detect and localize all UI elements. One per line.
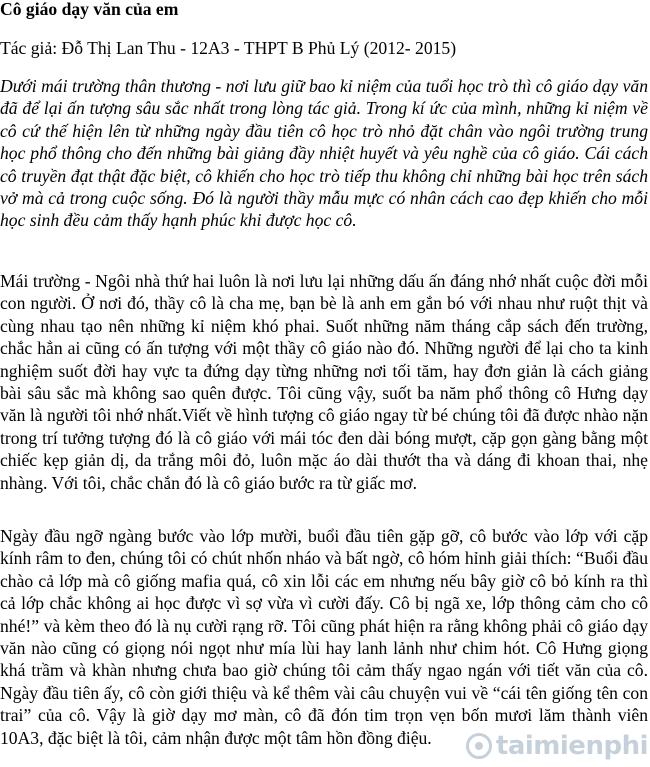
- body-paragraph-2: Ngày đầu ngỡ ngàng bước vào lớp mười, buổi đầu tiên gặp gỡ, cô bước vào lớp với cặp kính râm to đen, chúng tôi có chút nhốn nháo và bất ngờ, cô hóm hỉnh giải thích: “Buổi đầu chào cả lớp mà cô giống mafia quá, cô xin lỗi các em nhưng nếu bây giờ cô bỏ kính ra thì cả lớp chắc không ai học được vì sợ vừa vì cười đấy. Cô bị ngã xe, lớp thông cảm cho cô nhé!” và kèm theo đó là nụ cười rạng rỡ. Tôi cũng phát hiện ra rằng không phải cô giáo dạy văn nào cũng có giọng nói ngọt như mía lùi hay lanh lảnh như chim hót. Cô Hưng giọng khá trầm và khàn nhưng chưa bao giờ chúng tôi cảm thấy ngao ngán với tiết văn của cô. Ngày đầu tiên ấy, cô còn giới thiệu và kể thêm vài câu chuyện vui về “cái tên giống tên con trai” của cô. Vậy là giờ dạy mơ màn, cô đã đón tim trọn vẹn bốn mươi lăm thành viên 10A3, đặc biệt là tôi, cảm nhận được một tâm hồn đồng điệu.: [0, 526, 648, 748]
- document-title: Cô giáo dạy văn của em: [0, 0, 179, 19]
- author-line: Tác giả: Đỗ Thị Lan Thu - 12A3 - THPT B Phủ Lý (2012- 2015): [0, 38, 457, 58]
- watermark-text: taimienphi: [495, 731, 648, 761]
- body-paragraph-1: Mái trường - Ngôi nhà thứ hai luôn là nơi lưu lại những dấu ấn đáng nhớ nhất cuộc đời mỗi con người. Ở nơi đó, thầy cô là cha mẹ, bạn bè là anh em gắn bó với nhau như ruột thịt và cùng nhau tạo nên những kỉ niệm khó phai. Suốt những năm tháng cắp sách đến trường, chắc hẳn ai cũng có ấn tượng với một thầy cô giáo nào đó. Những người để lại cho ta kinh nghiệm suốt đời hay vực ta đứng dạy từng những nơi tối tăm, hay đơn giản là cách giảng bài sâu sắc mà không sao quên được. Tôi cũng vậy, suốt ba năm phổ thông cô Hưng dạy văn là người tôi nhớ nhất.Viết về hình tượng cô giáo ngay từ bé chúng tôi đã được nhào nặn trong trí tưởng tượng đó là cô giáo với mái tóc đen dài bóng mượt, cặp gọn gàng bằng một chiếc kẹp giản dị, da trắng môi đỏ, luôn mặc áo dài thướt tha và dáng đi khoan thai, nhẹ nhàng. Với tôi, chắc chắn đó là cô giáo bước ra từ giấc mơ.: [0, 271, 648, 493]
- intro-paragraph: Dưới mái trường thân thương - nơi lưu giữ bao kỉ niệm của tuổi học trò thì cô giáo dạy văn đã để lại ấn tượng sâu sắc nhất trong lòng tác giả. Trong kí ức của mình, những kỉ niệm về cô cứ thế hiện lên từ những ngày đầu tiên cô học trò nhỏ đặt chân vào ngôi trường trung học phổ thông cho đến những bài giảng đầy nhiệt huyết và yêu nghề của cô giáo. Cái cách cô truyền đạt thật đặc biệt, cô khiến cho học trò tiếp thu không chỉ những bài học trên sách vở mà cả trong cuộc sống. Đó là người thầy mẫu mực có nhân cách cao đẹp khiến cho mỗi học sinh đều cảm thấy hạnh phúc khi được học cô.: [0, 76, 648, 231]
